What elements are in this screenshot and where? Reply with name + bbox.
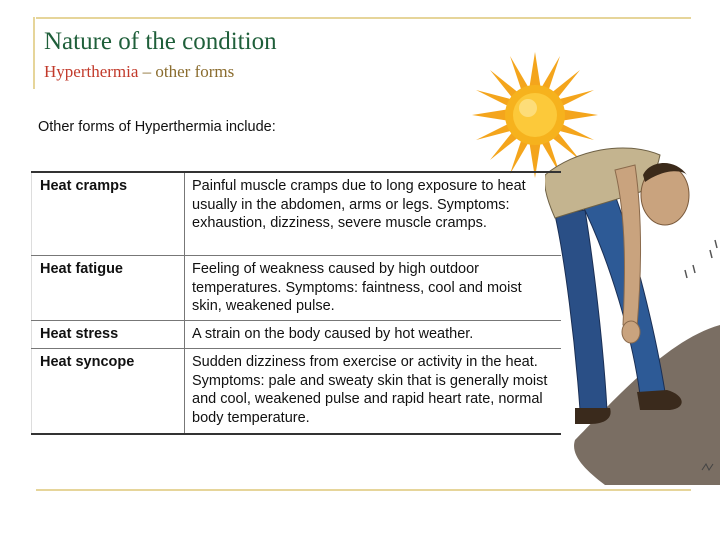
table-term: Heat stress: [32, 321, 185, 349]
hyperthermia-forms-table: [31, 171, 561, 435]
table-row: [32, 349, 562, 435]
slide-title: Nature of the condition: [44, 28, 277, 55]
subtitle-rest: – other forms: [138, 62, 235, 81]
subtitle-highlight: Hyperthermia: [44, 62, 139, 81]
table-term: Heat cramps: [32, 172, 185, 256]
table-description: A strain on the body caused by hot weather.: [185, 321, 562, 349]
overheated-person-illustration: [545, 140, 720, 485]
table-description: Sudden dizziness from exercise or activity in the heat. Symptoms: pale and sweaty skin that is generally moist and cool, weakened pulse and rapid heart rate, normal body temperature.: [185, 349, 562, 435]
table-row: [32, 256, 562, 321]
table-row: [32, 321, 562, 349]
table-term: Heat syncope: [32, 349, 185, 435]
table-description: Feeling of weakness caused by high outdoor temperatures. Symptoms: faintness, cool and moist skin, weakened pulse.: [185, 256, 562, 321]
table-description: Painful muscle cramps due to long exposure to heat usually in the abdomen, arms or legs. Symptoms: exhaustion, dizziness, severe muscle cramps.: [185, 172, 562, 256]
frame-bottom-rule: [36, 489, 691, 491]
slide-subtitle: [44, 62, 234, 82]
intro-text: Other forms of Hyperthermia include:: [38, 119, 276, 135]
table-term: Heat fatigue: [32, 256, 185, 321]
frame-left-rule: [33, 17, 35, 89]
frame-top-rule: [36, 17, 691, 19]
table-row: [32, 172, 562, 256]
